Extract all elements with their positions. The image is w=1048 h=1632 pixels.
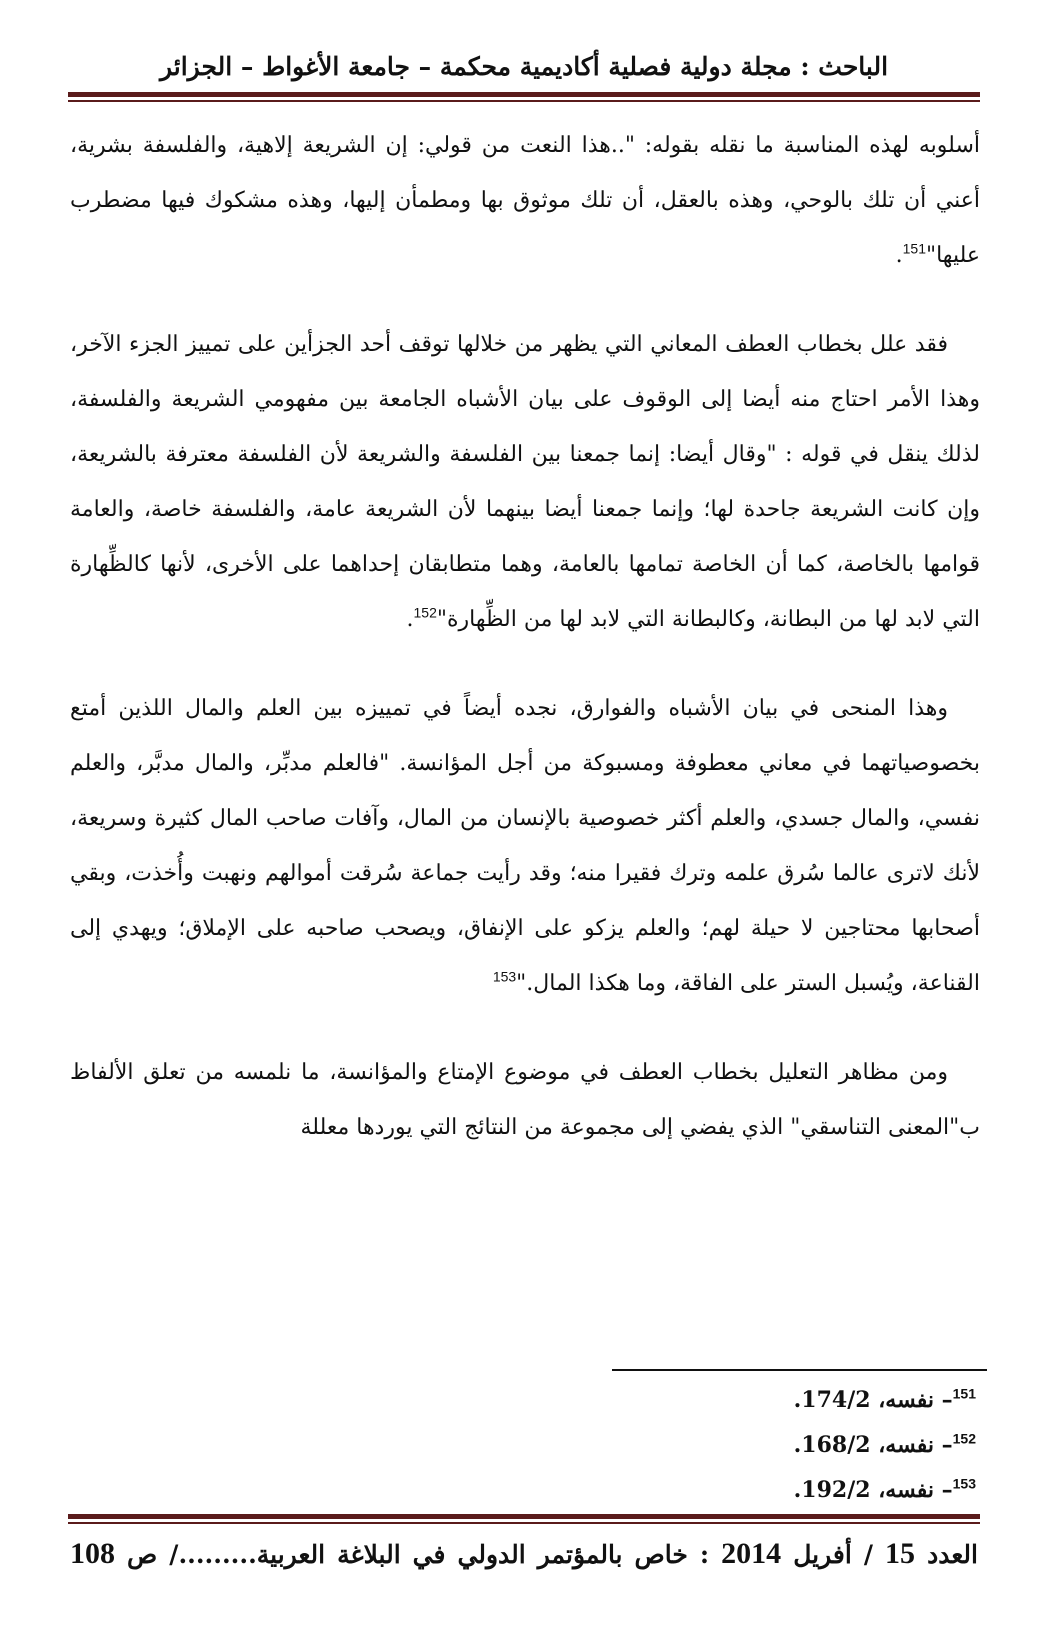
article-body (70, 118, 980, 1189)
footnotes (596, 1378, 976, 1513)
footer-rule-thin (68, 1522, 980, 1524)
header-rule-thin (68, 100, 980, 102)
footnote-153: $^{153}$– نفسه، 192/2. (793, 1475, 976, 1503)
page-number: 108 (70, 1537, 115, 1570)
footer-issue-label: العدد (927, 1540, 978, 1569)
paragraph-1: أسلوبه لهذه المناسبة ما نقله بقوله: "..هذا النعت من قولي: إن الشريعة إلاهية، والفلسفة بشرية، أعني أن تلك بالوحي، وهذه بالعقل، أن تلك موثوق بها ومطمأن إليها، وهذه مشكوك فيها مضطرب عليها"$^{151}$. (70, 133, 980, 268)
paragraph-3: وهذا المنحى في بيان الأشباه والفوارق، نجده أيضاً في تمييزه بين العلم والمال اللذين أمتع بخصوصياتهما في معاني معطوفة ومسبوكة من أجل المؤانسة. "فالعلم مدبِّر، والمال مدبَّر، والعلم نفسي، والمال جسدي، والعلم أكثر خصوصية بالإنسان من المال، وآفات صاحب المال كثيرة وسريعة، لأنك لاترى عالما سُرق علمه وترك فقيرا منه؛ وقد رأيت جماعة سُرقت أموالهم ونهبت وأُخذت، وبقي أصحابها محتاجين لا حيلة لهم؛ والعلم يزكو على الإنفاق، ويصحب صاحبه على الإملاق؛ ويهدي إلى القناعة، ويُسبل الستر على الفاقة، وما هكذا المال."$^{153}$ (70, 696, 980, 996)
footer-date-label: / أفريل (793, 1540, 873, 1569)
footer-special-issue: : خاص بالمؤتمر الدولي في البلاغة العربية........./ ص (127, 1540, 710, 1569)
journal-header-title: الباحث : مجلة دولية فصلية أكاديمية محكمة – جامعة الأغواط – الجزائر (159, 52, 889, 81)
footnote-151: $^{151}$– نفسه، 174/2. (793, 1385, 976, 1413)
footer-issue-number: 15 (885, 1537, 916, 1570)
footer-rule-thick (68, 1514, 980, 1519)
footer-year: 2014 (721, 1537, 782, 1570)
footnote-separator (612, 1369, 987, 1371)
header-rule-thick (68, 92, 980, 97)
footnote-ref-151[interactable]: 151 (902, 240, 926, 257)
footnote-152: $^{152}$– نفسه، 168/2. (793, 1430, 976, 1458)
footnote-ref-152[interactable]: 152 (413, 604, 437, 621)
paragraph-2: فقد علل بخطاب العطف المعاني التي يظهر من خلالها توقف أحد الجزأين على تمييز الجزء الآخر، وهذا الأمر احتاج منه أيضا إلى الوقوف على بيان الأشباه الجامعة بين مفهومي الشريعة والفلسفة، لذلك ينقل في قوله : "وقال أيضا: إنما جمعنا بين الفلسفة والشريعة لأن الفلسفة معترفة بالشريعة، وإن كانت الشريعة جاحدة لها؛ وإنما جمعنا أيضا بينهما لأن الشريعة عامة، والفلسفة خاصة، والعامة قوامها بالخاصة، كما أن الخاصة تمامها بالعامة، وهما متطابقان إحداهما على الأخرى، لأنها كالظِّهارة التي لابد لها من البطانة، وكالبطانة التي لابد لها من الظِّهارة"$^{152}$. (70, 332, 980, 632)
footnote-ref-153[interactable]: 153 (492, 968, 517, 985)
paragraph-4: ومن مظاهر التعليل بخطاب العطف في موضوع الإمتاع والمؤانسة، ما نلمسه من تعلق الألفاظ ب"المعنى التناسقي" الذي يفضي إلى مجموعة من النتائج التي يوردها معللة (70, 1060, 980, 1140)
page-footer (70, 1534, 978, 1575)
